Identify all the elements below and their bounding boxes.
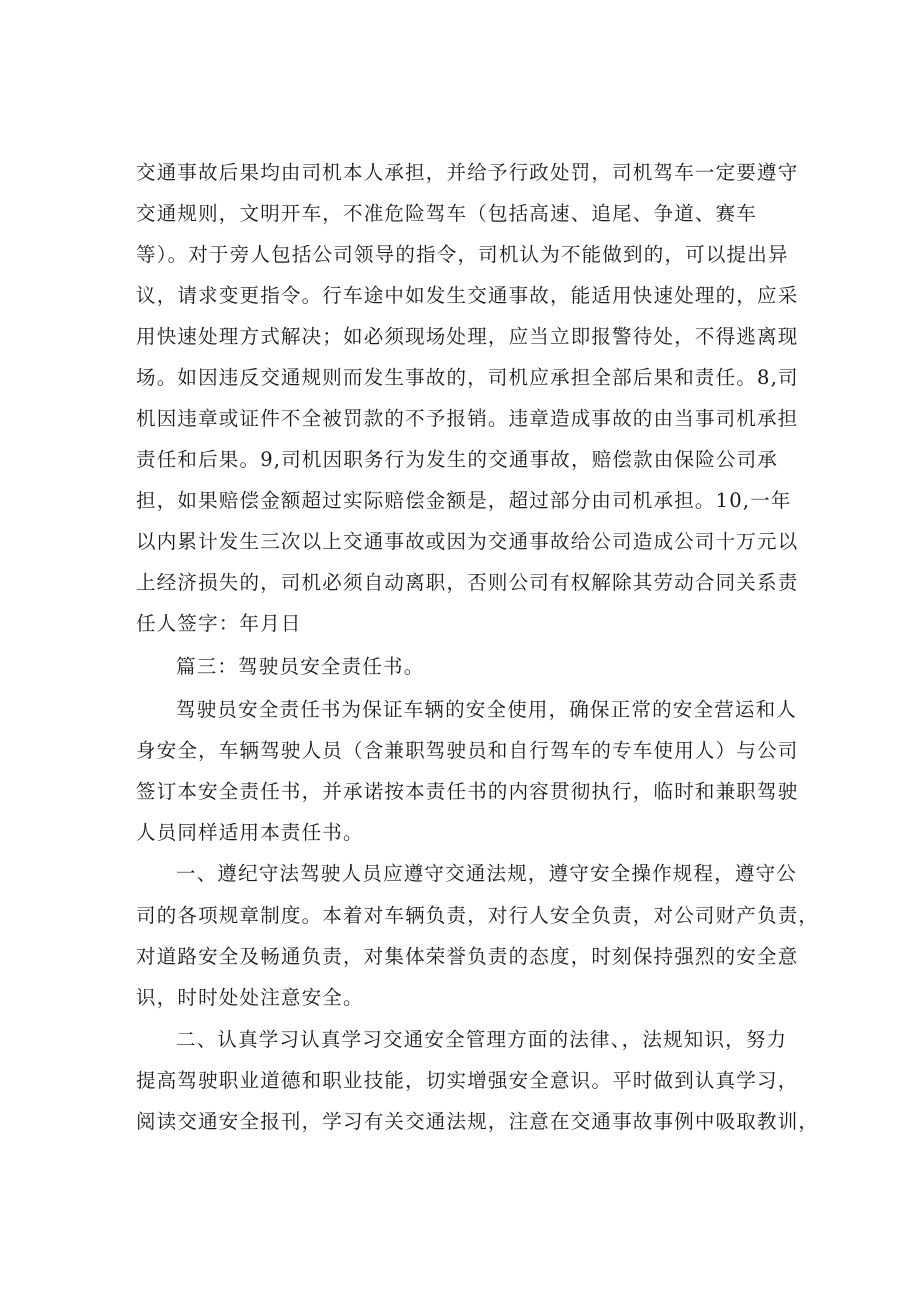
text-line: 上经济损失的，司机必须自动离职，否则公司有权解除其劳动合同关系责	[136, 571, 799, 594]
text-line: 场。如因违反交通规则而发生事故的，司机应承担全部后果和责任。8,司	[136, 366, 799, 389]
text-line: 交通事故后果均由司机本人承担，并给予行政处罚，司机驾车一定要遵守	[136, 161, 799, 184]
text-line: 任人签字：年月日	[136, 612, 302, 635]
text-line: 识，时时处处注意安全。	[136, 986, 364, 1009]
text-line: 一、遵纪守法驾驶人员应遵守交通法规，遵守安全操作规程，遵守公	[176, 862, 798, 885]
section-heading: 篇三：驾驶员安全责任书。	[176, 655, 425, 678]
text-line: 提高驾驶职业道德和职业技能，切实增强安全意识。平时做到认真学习，	[136, 1069, 799, 1092]
text-line: 用快速处理方式解决；如必须现场处理，应当立即报警待处，不得逃离现	[136, 325, 799, 348]
text-line: 以内累计发生三次以上交通事故或因为交通事故给公司造成公司十万元以	[136, 530, 799, 553]
text-line: 机因违章或证件不全被罚款的不予报销。违章造成事故的由当事司机承担	[136, 407, 799, 430]
text-line: 阅读交通安全报刊，学习有关交通法规，注意在交通事故事例中吸取教训，	[136, 1110, 820, 1133]
text-line: 签订本安全责任书，并承诺按本责任书的内容贯彻执行，临时和兼职驾驶	[136, 780, 799, 803]
text-line: 司的各项规章制度。本着对车辆负责，对行人安全负责，对公司财产负责，	[136, 904, 820, 927]
text-line: 对道路安全及畅通负责，对集体荣誉负责的态度，时刻保持强烈的安全意	[136, 945, 799, 968]
text-line: 身安全，车辆驾驶人员（含兼职驾驶员和自行驾车的专车使用人）与公司	[136, 739, 799, 762]
text-line: 二、认真学习认真学习交通安全管理方面的法律、，法规知识，努力	[176, 1028, 788, 1051]
text-line: 责任和后果。9,司机因职务行为发生的交通事故，赔偿款由保险公司承	[136, 448, 779, 471]
text-line: 等）。对于旁人包括公司领导的指令，司机认为不能做到的，可以提出异	[136, 243, 789, 266]
text-line: 人员同样适用本责任书。	[136, 821, 364, 844]
text-line: 担，如果赔偿金额超过实际赔偿金额是，超过部分由司机承担。10,一年	[136, 489, 792, 512]
text-line: 议，请求变更指令。行车途中如发生交通事故，能适用快速处理的，应采	[136, 284, 799, 307]
text-line: 驾驶员安全责任书为保证车辆的安全使用，确保正常的安全营运和人	[176, 698, 798, 721]
text-line: 交通规则，文明开车，不准危险驾车（包括高速、追尾、争道、赛车	[136, 202, 758, 225]
